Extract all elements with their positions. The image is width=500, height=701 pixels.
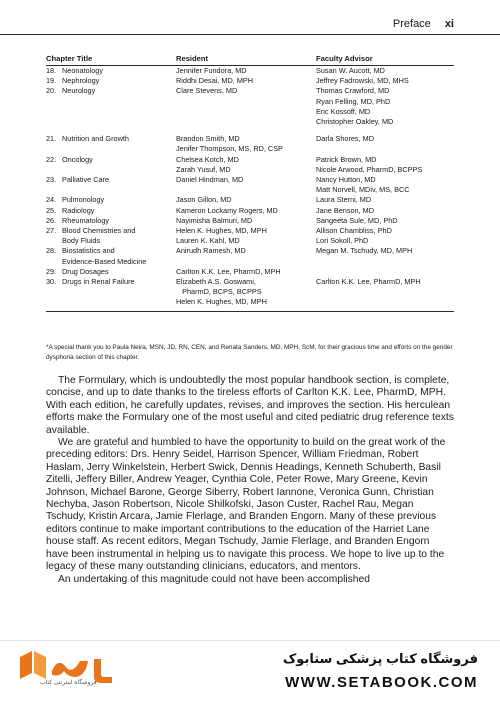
chapter-title-line: Evidence-Based Medicine bbox=[62, 256, 147, 266]
resident-cell-line: Carlton K.K. Lee, PharmD, MPH bbox=[176, 266, 281, 276]
table-footnote: *A special thank you to Paula Neira, MSN, JD, RN, CEN, and Renata Sanders, MD, MPH, ScM, for their gracious time and efforts on the gender dysphoria section of this chapter. bbox=[46, 344, 453, 361]
advisor-cell-line: Christopher Oakley, MD bbox=[316, 117, 394, 127]
chapter-cell bbox=[46, 66, 176, 76]
resident-cell bbox=[176, 76, 316, 86]
resident-cell-line: Nayimisha Balmuri, MD bbox=[176, 215, 253, 225]
advisor-cell bbox=[316, 195, 454, 205]
setabook-logo-mark bbox=[12, 647, 132, 695]
advisor-cell-line: Laura Sterni, MD bbox=[316, 195, 372, 205]
row-spacer bbox=[46, 127, 454, 134]
chapter-title bbox=[62, 206, 176, 216]
resident-cell bbox=[176, 66, 316, 76]
chapter-number: 23. bbox=[46, 175, 57, 185]
chapter-number: 25. bbox=[46, 205, 57, 215]
table-row bbox=[46, 226, 454, 246]
table-body bbox=[46, 66, 454, 308]
resident-cell bbox=[176, 195, 316, 205]
header-chapter-title: Chapter Title bbox=[46, 54, 93, 63]
chapter-number: 21. bbox=[46, 134, 57, 144]
chapter-number: 18. bbox=[46, 66, 57, 75]
chapter-cell bbox=[46, 226, 176, 246]
advisor-cell-line: Eric Kossoff, MD bbox=[316, 106, 371, 116]
resident-cell bbox=[176, 206, 316, 216]
store-title: فروشگاه کتاب پزشکی ستابوک bbox=[282, 651, 478, 666]
chapter-title-line: Pulmonology bbox=[62, 195, 105, 205]
chapter-title-line: Blood Chemistries and bbox=[62, 226, 136, 236]
chapter-number: 22. bbox=[46, 154, 57, 164]
advisor-cell bbox=[316, 66, 454, 76]
chapter-number: 19. bbox=[46, 76, 57, 86]
resident-cell-line: Kameron Lockamy Rogers, MD bbox=[176, 205, 278, 215]
resident-cell-line: Helen K. Hughes, MD, MPH bbox=[176, 297, 267, 307]
chapter-title-line: Biostatistics and bbox=[62, 246, 115, 256]
advisor-cell bbox=[316, 206, 454, 216]
resident-cell bbox=[176, 246, 316, 266]
advisor-cell-line: Susan W. Aucott, MD bbox=[316, 66, 385, 75]
advisor-cell bbox=[316, 267, 454, 277]
advisor-cell-line: Darla Shores, MD bbox=[316, 134, 374, 144]
advisor-cell bbox=[316, 216, 454, 226]
resident-cell bbox=[176, 226, 316, 246]
advisor-cell bbox=[316, 246, 454, 266]
table-row bbox=[46, 267, 454, 277]
advisor-cell-line: Nicole Arwood, PharmD, BCPPS bbox=[316, 164, 423, 174]
advisor-cell-line: Jeffrey Fadrowski, MD, MHS bbox=[316, 76, 409, 86]
table-row bbox=[46, 134, 454, 154]
advisor-cell bbox=[316, 226, 454, 246]
chapter-title-line: Palliative Care bbox=[62, 175, 110, 185]
chapter-title bbox=[62, 226, 176, 246]
resident-cell-line: Jason Gillon, MD bbox=[176, 195, 232, 205]
resident-cell bbox=[176, 134, 316, 154]
table-header-row bbox=[46, 54, 454, 65]
advisor-cell-line: Thomas Crawford, MD bbox=[316, 86, 390, 96]
table-row bbox=[46, 246, 454, 266]
chapter-number: 29. bbox=[46, 266, 57, 276]
chapter-title-line: Neurology bbox=[62, 86, 96, 96]
chapter-title bbox=[62, 66, 176, 76]
chapter-number: 30. bbox=[46, 277, 57, 287]
chapter-title-line: Oncology bbox=[62, 154, 93, 164]
chapter-title bbox=[62, 86, 176, 127]
chapter-title-line: Nutrition and Growth bbox=[62, 134, 129, 144]
chapter-cell bbox=[46, 155, 176, 175]
resident-cell-line: Riddhi Desai, MD, MPH bbox=[176, 76, 254, 86]
table-row bbox=[46, 277, 454, 308]
table-row bbox=[46, 206, 454, 216]
resident-cell bbox=[176, 267, 316, 277]
chapter-title-line: Drug Dosages bbox=[62, 266, 109, 276]
advisor-cell bbox=[316, 277, 454, 308]
table-row bbox=[46, 175, 454, 195]
running-header-title: Preface bbox=[392, 18, 431, 30]
paragraph: We are grateful and humbled to have the opportunity to build on the great work of the preceding editors: Drs. Henry Seidel, Harrison Spencer, William Friedman, Robert Haslam, Jerry Winkelstein, Herbert Swick, Dennis Headings, Kenneth Schuberth, Basil Zitelli, Jeffery Biller, Andrew Yeager, Cynthia Cole, Peter Rowe, Mary Greene, Kevin Johnson, Michael Barone, George Siberry, Robert Iannone, Veronica Gunn, Christian Nechyba, Jason Robertson, Nicole Shilkofski, Jason Custer, Rachel Rau, Megan Tschudy, Kristin Arcara, Jamie Flerlage, and Branden Engorn. Many of these previous editors continue to make important contributions to the education of the Harriet Lane house staff. As recent editors, Megan Tschudy, Jamie Flerlage, and Branden Engorn have been instrumental in helping us to navigate this process. We hope to live up to the legacy of these many outstanding clinicians, educators, and mentors. bbox=[46, 437, 446, 573]
chapter-number: 20. bbox=[46, 86, 57, 96]
store-url-link[interactable]: WWW.SETABOOK.COM bbox=[285, 674, 478, 691]
advisor-cell-line: Sangeeta Sule, MD, PhD bbox=[316, 215, 398, 225]
advisor-cell-line: Patrick Brown, MD bbox=[316, 154, 377, 164]
resident-cell-line: Chelsea Kotch, MD bbox=[176, 154, 239, 164]
chapter-title bbox=[62, 267, 176, 277]
chapter-number: 26. bbox=[46, 215, 57, 225]
chapter-title-line: Nephrology bbox=[62, 76, 100, 86]
store-banner[interactable] bbox=[0, 640, 500, 701]
preface-body bbox=[46, 375, 454, 586]
chapter-title bbox=[62, 76, 176, 86]
running-header bbox=[393, 18, 454, 30]
chapter-cell bbox=[46, 246, 176, 266]
chapter-cell bbox=[46, 76, 176, 86]
chapter-number: 27. bbox=[46, 226, 57, 236]
chapter-title-line: Radiology bbox=[62, 205, 95, 215]
resident-cell bbox=[176, 216, 316, 226]
header-resident: Resident bbox=[176, 54, 209, 63]
table-row bbox=[46, 195, 454, 205]
resident-cell-line: Jennifer Fundora, MD bbox=[176, 66, 247, 75]
advisor-cell-line: Nancy Hutton, MD bbox=[316, 175, 376, 185]
table-row bbox=[46, 76, 454, 86]
advisor-cell bbox=[316, 155, 454, 175]
chapter-title-line: Body Fluids bbox=[62, 236, 101, 246]
resident-cell-line: Helen K. Hughes, MD, MPH bbox=[176, 226, 267, 236]
table-row bbox=[46, 66, 454, 76]
chapter-cell bbox=[46, 267, 176, 277]
header-faculty-advisor: Faculty Advisor bbox=[316, 54, 373, 63]
setabook-logo bbox=[12, 647, 132, 695]
resident-cell bbox=[176, 175, 316, 195]
table-row bbox=[46, 155, 454, 175]
chapter-title bbox=[62, 175, 176, 195]
resident-cell-line: PharmD, BCPS, BCPPS bbox=[176, 287, 262, 297]
paragraph: The Formulary, which is undoubtedly the most popular handbook section, is complete, concise, and up to date thanks to the tireless efforts of Carlton K.K. Lee, PharmD, MPH. With each edition, he carefully updates, revises, and improves the section. His herculean efforts make the Formulary one of the most useful and cited pediatric drug reference texts available. bbox=[46, 375, 454, 436]
chapter-cell bbox=[46, 86, 176, 127]
resident-cell-line: Elizabeth A.S. Goswami, bbox=[176, 277, 256, 287]
resident-cell bbox=[176, 86, 316, 127]
chapter-number: 24. bbox=[46, 195, 57, 205]
chapter-title bbox=[62, 246, 176, 266]
chapter-cell bbox=[46, 175, 176, 195]
chapter-title bbox=[62, 134, 176, 154]
resident-cell-line: Daniel Hindman, MD bbox=[176, 175, 244, 185]
table-row bbox=[46, 86, 454, 127]
header-rule bbox=[0, 34, 500, 35]
advisor-cell-line: Matt Norvell, MDiv, MS, BCC bbox=[316, 185, 410, 195]
advisor-cell-line: Ryan Felling, MD, PhD bbox=[316, 96, 391, 106]
chapter-cell bbox=[46, 277, 176, 308]
resident-cell-line: Anirudh Ramesh, MD bbox=[176, 246, 246, 256]
chapter-cell bbox=[46, 216, 176, 226]
resident-cell-line: Lauren K. Kahl, MD bbox=[176, 236, 240, 246]
chapter-number: 28. bbox=[46, 246, 57, 256]
chapter-title-line: Neonatology bbox=[62, 66, 103, 75]
advisor-cell bbox=[316, 86, 454, 127]
advisor-cell-line: Carlton K.K. Lee, PharmD, MPH bbox=[316, 277, 421, 287]
chapter-title-line: Rheumatology bbox=[62, 215, 110, 225]
advisor-cell-line: Lori Sokoll, PhD bbox=[316, 236, 369, 246]
paragraph: An undertaking of this magnitude could not have been accomplished bbox=[58, 573, 370, 585]
advisor-cell bbox=[316, 76, 454, 86]
advisor-cell-line: Jane Benson, MD bbox=[316, 205, 375, 215]
chapter-cell bbox=[46, 134, 176, 154]
advisor-cell bbox=[316, 175, 454, 195]
table-bottom-rule bbox=[46, 311, 454, 312]
chapter-cell bbox=[46, 206, 176, 216]
resident-cell-line: Brandon Smith, MD bbox=[176, 134, 240, 144]
chapter-title bbox=[62, 155, 176, 175]
page-number: xi bbox=[444, 18, 454, 30]
chapter-title bbox=[62, 277, 176, 308]
resident-cell bbox=[176, 277, 316, 308]
chapter-title-line: Drugs in Renal Failure bbox=[62, 277, 135, 287]
advisor-cell-line: Allison Chambliss, PhD bbox=[316, 226, 392, 236]
resident-cell-line: Clare Stevens, MD bbox=[176, 86, 238, 96]
table-row bbox=[46, 216, 454, 226]
chapter-title bbox=[62, 216, 176, 226]
chapter-title bbox=[62, 195, 176, 205]
resident-cell bbox=[176, 155, 316, 175]
chapter-cell bbox=[46, 195, 176, 205]
logo-subtitle: فروشگاه اینترنتی کتاب bbox=[40, 680, 97, 686]
resident-cell-line: Jenifer Thompson, MS, RD, CSP bbox=[176, 144, 283, 154]
advisor-cell-line: Megan M. Tschudy, MD, MPH bbox=[316, 246, 413, 256]
contributors-table bbox=[46, 54, 454, 312]
advisor-cell bbox=[316, 134, 454, 154]
resident-cell-line: Zarah Yusuf, MD bbox=[176, 164, 231, 174]
